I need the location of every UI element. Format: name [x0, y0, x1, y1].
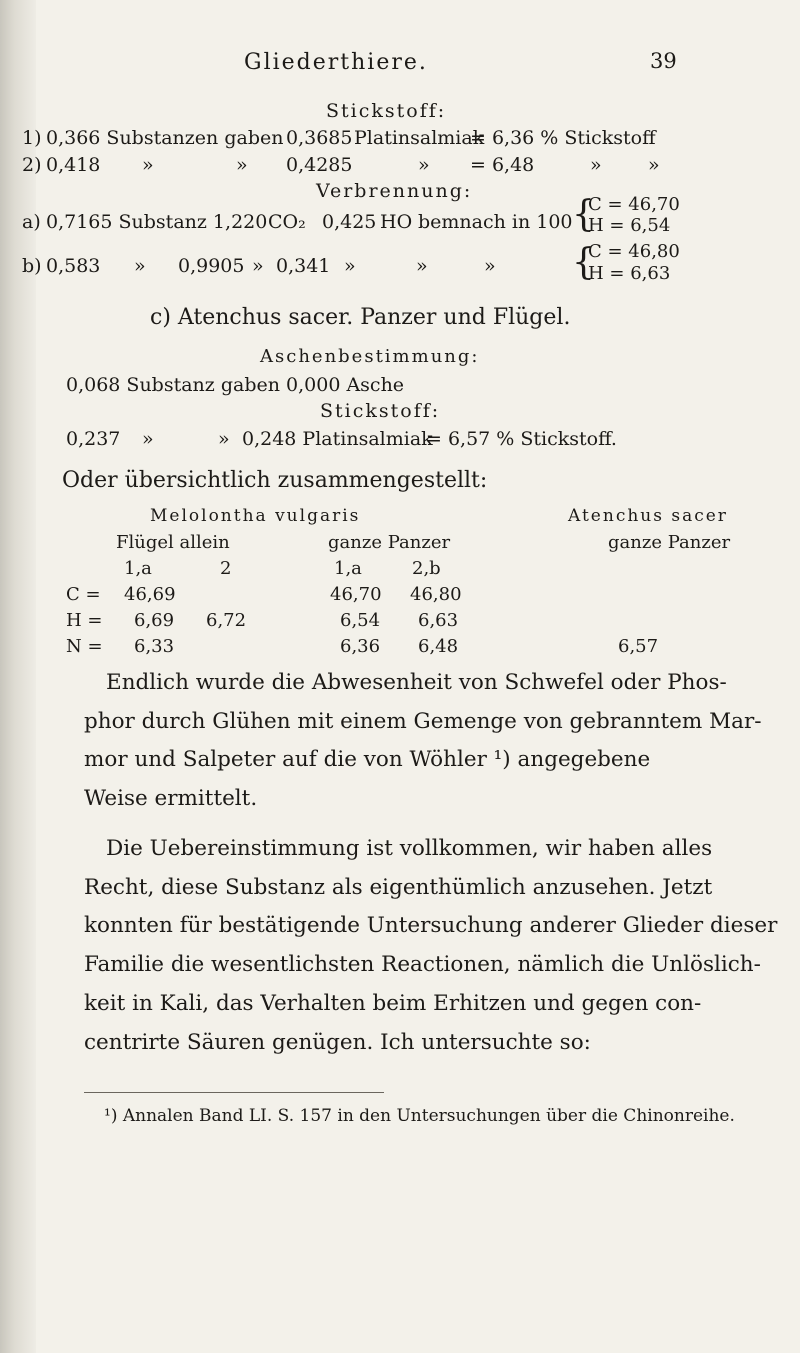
section-c-heading: c) Atenchus sacer. Panzer und Flügel.: [150, 305, 571, 330]
ditto-mark: »: [344, 255, 356, 277]
table-cell: 46,80: [410, 584, 462, 605]
platinum-value: 0,248 Platinsalmiak: [242, 428, 433, 450]
element-label: H =: [66, 610, 103, 631]
substance-value: 0,366 Substanzen gaben: [46, 127, 284, 149]
water-value: 0,341: [276, 255, 331, 277]
hydrogen-result: H = 6,54: [588, 215, 671, 236]
stickstoff-heading-c: Stickstoff:: [320, 400, 441, 422]
table-cell: 46,70: [330, 584, 382, 605]
paragraph-2: [84, 830, 777, 1062]
platinum-value: 0,3685: [286, 127, 353, 149]
h2o-formula: HO: [380, 211, 413, 233]
table-cell: 6,57: [618, 636, 659, 657]
running-header: Gliederthiere.: [244, 50, 428, 75]
stickstoff-heading: Stickstoff:: [326, 100, 447, 122]
text-line: Recht, diese Substanz als eigenthümlich anzusehen. Jetzt: [84, 874, 713, 900]
nitrogen-result: = 6,48: [470, 154, 535, 176]
ditto-mark: »: [648, 154, 660, 176]
carbon-result: C = 46,70: [588, 194, 680, 215]
table-cell: 6,63: [418, 610, 459, 631]
hydrogen-result: H = 6,63: [588, 263, 671, 284]
text-line: Familie die wesentlichsten Reactionen, nämlich die Unlöslich-: [84, 952, 761, 978]
column-header: 1,a: [334, 558, 362, 579]
co2-formula: CO₂: [268, 211, 306, 233]
text-line: konnten für bestätigende Untersuchung anderer Glieder dieser: [84, 913, 778, 939]
row-label: 2): [22, 154, 42, 176]
asche-row: 0,068 Substanz gaben 0,000 Asche: [66, 374, 405, 396]
nitrogen-result: = 6,57 % Stickstoff.: [426, 428, 617, 450]
ditto-mark: »: [416, 255, 428, 277]
text-line: Weise ermittelt.: [84, 786, 258, 812]
text-line: Endlich wurde die Abwesenheit von Schwefel oder Phos-: [106, 670, 727, 695]
subgroup-header: Flügel allein: [116, 532, 230, 553]
co2-value: 0,9905: [178, 255, 245, 277]
element-label: N =: [66, 636, 103, 657]
substance-value: 0,583: [46, 255, 101, 277]
substance-value: 0,237: [66, 428, 121, 450]
platinum-value: 0,4285: [286, 154, 353, 176]
table-cell: 6,36: [340, 636, 381, 657]
element-label: C =: [66, 584, 101, 605]
row-label: b): [22, 255, 42, 277]
text-line: Die Uebereinstimmung ist vollkommen, wir haben alles: [106, 836, 713, 861]
brace-icon: {: [572, 194, 595, 235]
ditto-mark: »: [142, 154, 154, 176]
table-cell: 6,72: [206, 610, 247, 631]
column-header: 2,b: [412, 558, 441, 579]
summary-intro: Oder übersichtlich zusammengestellt:: [62, 468, 488, 493]
ditto-mark: »: [590, 154, 602, 176]
ditto-mark: »: [252, 255, 264, 277]
brace-icon: {: [572, 242, 595, 283]
verbrennung-heading: Verbrennung:: [316, 180, 473, 202]
column-header: 2: [220, 558, 232, 579]
text-line: phor durch Glühen mit einem Gemenge von gebranntem Mar-: [84, 708, 762, 734]
ditto-mark: »: [484, 255, 496, 277]
water-value: 0,425: [322, 211, 377, 233]
ditto-mark: »: [418, 154, 430, 176]
carbon-result: C = 46,80: [588, 241, 680, 262]
footnote: ¹) Annalen Band LI. S. 157 in den Untersuchungen über die Chinonreihe.: [104, 1106, 735, 1126]
table-cell: 6,69: [134, 610, 175, 631]
group-header: Atenchus sacer: [568, 506, 728, 526]
subgroup-header: ganze Panzer: [328, 532, 451, 553]
column-header: 1,a: [124, 558, 152, 579]
text-line: mor und Salpeter auf die von Wöhler ¹) angegebene: [84, 747, 651, 773]
page-number: 39: [650, 49, 677, 73]
table-cell: 6,48: [418, 636, 459, 657]
nitrogen-result: = 6,36 % Stickstoff: [470, 127, 656, 149]
subgroup-header: ganze Panzer: [608, 532, 731, 553]
text-line: centrirte Säuren genügen. Ich untersuchte so:: [84, 1029, 591, 1055]
footnote-rule: [84, 1092, 384, 1093]
text-line: keit in Kali, das Verhalten beim Erhitzen und gegen con-: [84, 990, 702, 1016]
group-header: Melolontha vulgaris: [150, 506, 361, 526]
row-label: a): [22, 211, 41, 233]
ditto-mark: »: [218, 428, 230, 450]
ditto-mark: »: [142, 428, 154, 450]
table-cell: 6,33: [134, 636, 175, 657]
ditto-mark: »: [236, 154, 248, 176]
reagent-label: Platinsalmiak: [354, 127, 485, 149]
substance-value: 0,418: [46, 154, 101, 176]
conclusion-text: bemnach in 100: [418, 211, 573, 233]
substance-value: 0,7165 Substanz 1,220: [46, 211, 268, 233]
ditto-mark: »: [134, 255, 146, 277]
table-cell: 6,54: [340, 610, 381, 631]
table-cell: 46,69: [124, 584, 176, 605]
asche-heading: Aschenbestimmung:: [260, 346, 480, 367]
paragraph-1: [84, 664, 762, 819]
row-label: 1): [22, 127, 42, 149]
